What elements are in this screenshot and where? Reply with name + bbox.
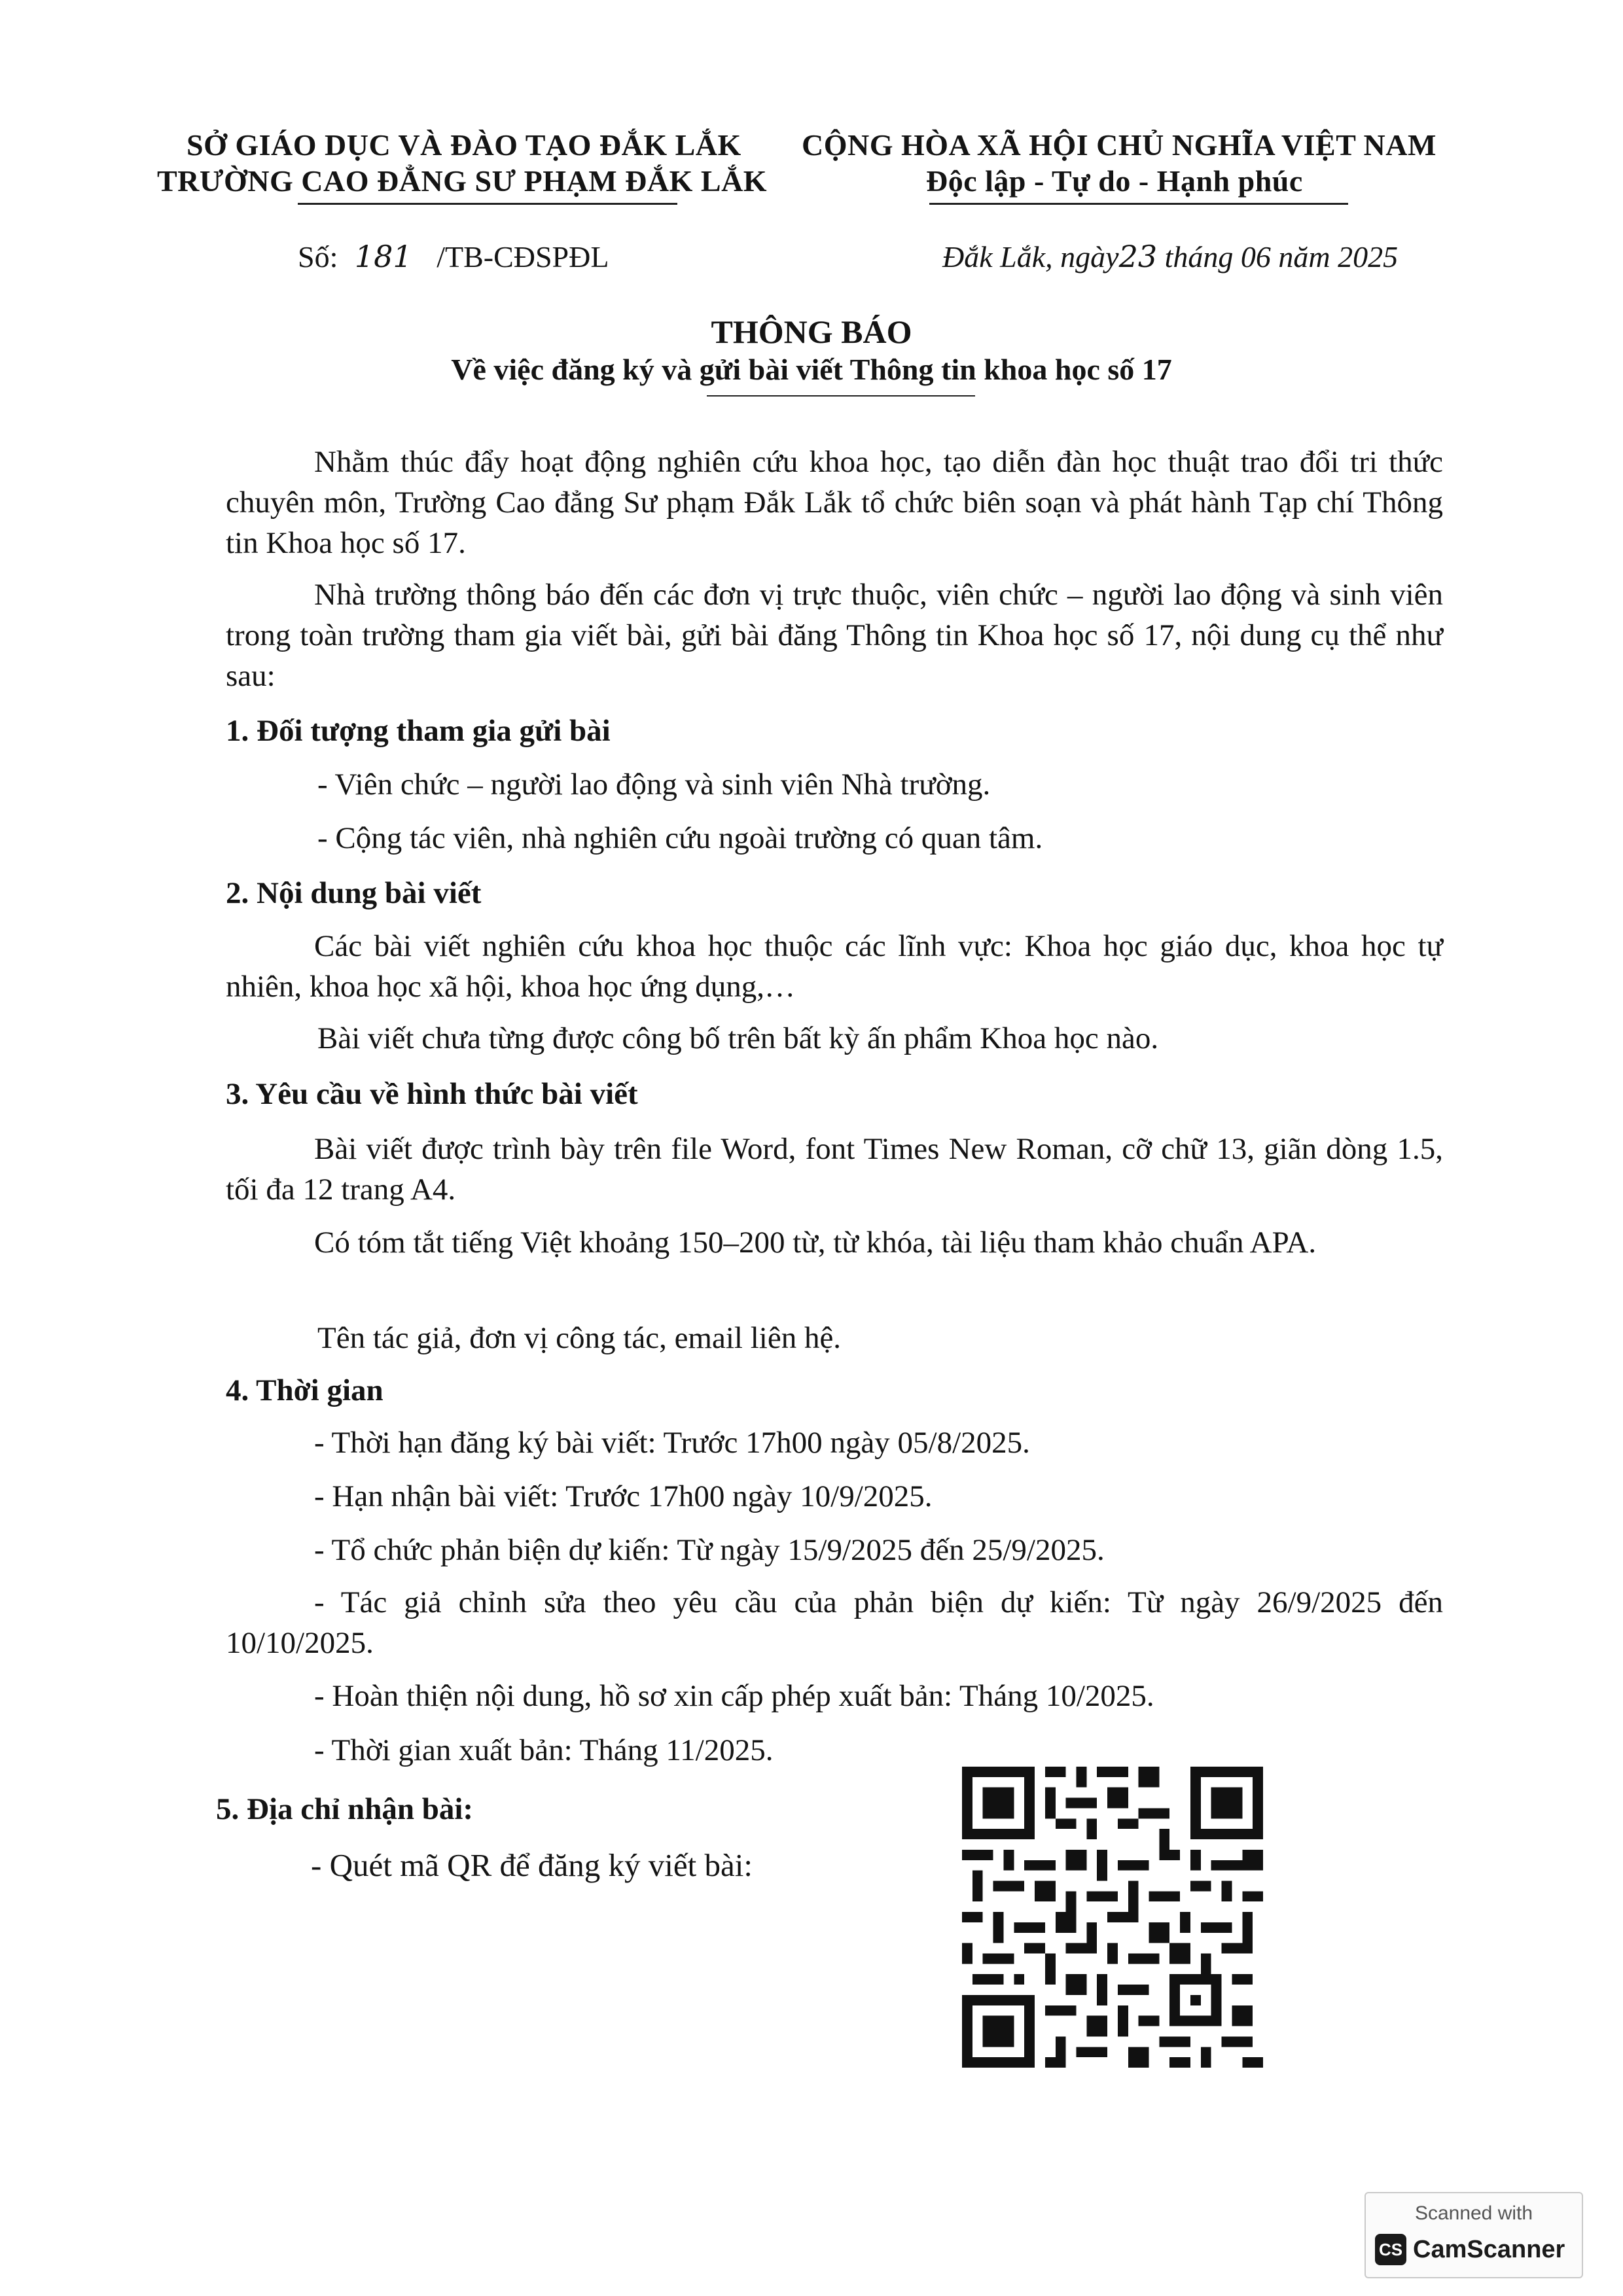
school-underline xyxy=(298,203,677,205)
intro-paragraph-1: Nhằm thúc đẩy hoạt động nghiên cứu khoa học, tạo diễn đàn học thuật trao đổi tri thức chuyên môn, Trường Cao đẳng Sư phạm Đắk Lắk tổ chức biên soạn và phát hành Tạp chí Thông tin Khoa học số 17. xyxy=(226,445,1443,560)
section-2-heading: 2. Nội dung bài viết xyxy=(226,876,482,910)
school-name: TRƯỜNG CAO ĐẲNG SƯ PHẠM ĐẮK LẮK xyxy=(157,164,768,198)
doc-number-handwritten: 181 xyxy=(354,239,412,274)
doc-number-suffix: /TB-CĐSPĐL xyxy=(437,240,609,274)
section-4-heading: 4. Thời gian xyxy=(226,1373,383,1407)
subtitle-underline xyxy=(707,395,975,397)
section-4-item-2: - Hạn nhận bài viết: Trước 17h00 ngày 10/9/2025. xyxy=(314,1479,933,1513)
section-2-paragraph-2: Bài viết chưa từng được công bố trên bất kỳ ấn phẩm Khoa học nào. xyxy=(317,1021,1159,1055)
scanner-badge xyxy=(1364,2192,1583,2278)
notice-title: THÔNG BÁO xyxy=(711,313,912,350)
section-4-item-5: - Hoàn thiện nội dung, hồ sơ xin cấp phép xuất bản: Tháng 10/2025. xyxy=(314,1679,1154,1713)
agency-name: SỞ GIÁO DỤC VÀ ĐÀO TẠO ĐẮK LẮK xyxy=(187,128,741,162)
section-1-item-1: - Viên chức – người lao động và sinh viên Nhà trường. xyxy=(317,768,991,802)
section-5-heading: 5. Địa chỉ nhận bài: xyxy=(216,1792,474,1826)
section-5-item-1: - Quét mã QR để đăng ký viết bài: xyxy=(311,1847,753,1883)
scanner-badge-name: CamScanner xyxy=(1413,2236,1565,2263)
section-1-heading: 1. Đối tượng tham gia gửi bài xyxy=(226,714,611,748)
date-line xyxy=(942,239,1398,274)
date-day-handwritten: 23 xyxy=(1118,239,1158,274)
section-3-paragraph-1: Bài viết được trình bày trên file Word, font Times New Roman, cỡ chữ 13, giãn dòng 1.5, tối đa 12 trang A4. xyxy=(226,1132,1443,1207)
section-4-item-4: - Tác giả chỉnh sửa theo yêu cầu của phản biện dự kiến: Từ ngày 26/9/2025 đến 10/10/2025. xyxy=(226,1585,1443,1660)
section-2-paragraph-1: Các bài viết nghiên cứu khoa học thuộc các lĩnh vực: Khoa học giáo dục, khoa học tự nhiên, khoa học xã hội, khoa học ứng dụng,… xyxy=(226,929,1443,1004)
date-month: tháng 06 xyxy=(1164,240,1271,274)
section-3-heading: 3. Yêu cầu về hình thức bài viết xyxy=(226,1077,638,1111)
date-place: Đắk Lắk, ngày xyxy=(942,240,1119,274)
motto-underline xyxy=(929,203,1348,205)
country-title: CỘNG HÒA XÃ HỘI CHỦ NGHĨA VIỆT NAM xyxy=(802,128,1436,162)
camscanner-logo-icon: CS xyxy=(1375,2234,1406,2265)
scanner-badge-caption: Scanned with xyxy=(1414,2202,1533,2224)
doc-number-prefix: Số: xyxy=(298,240,338,274)
section-4-item-1: - Thời hạn đăng ký bài viết: Trước 17h00 ngày 05/8/2025. xyxy=(314,1426,1030,1460)
section-1-item-2: - Cộng tác viên, nhà nghiên cứu ngoài trường có quan tâm. xyxy=(317,821,1043,855)
section-4-item-6: - Thời gian xuất bản: Tháng 11/2025. xyxy=(314,1733,774,1767)
notice-subtitle: Về việc đăng ký và gửi bài viết Thông tin khoa học số 17 xyxy=(451,353,1172,386)
intro-paragraph-2: Nhà trường thông báo đến các đơn vị trực thuộc, viên chức – người lao động và sinh viên trong toàn trường tham gia viết bài, gửi bài đăng Thông tin Khoa học số 17, nội dung cụ thể như sau: xyxy=(226,578,1443,693)
doc-number xyxy=(298,239,609,274)
qr-code-icon[interactable] xyxy=(962,1767,1263,2068)
date-year: năm 2025 xyxy=(1278,240,1399,274)
section-4-item-3: - Tổ chức phản biện dự kiến: Từ ngày 15/9/2025 đến 25/9/2025. xyxy=(314,1533,1105,1567)
section-3-paragraph-3: Tên tác giả, đơn vị công tác, email liên hệ. xyxy=(317,1321,842,1355)
section-3-paragraph-2: Có tóm tắt tiếng Việt khoảng 150–200 từ, từ khóa, tài liệu tham khảo chuẩn APA. xyxy=(314,1226,1317,1260)
country-motto: Độc lập - Tự do - Hạnh phúc xyxy=(926,164,1303,198)
